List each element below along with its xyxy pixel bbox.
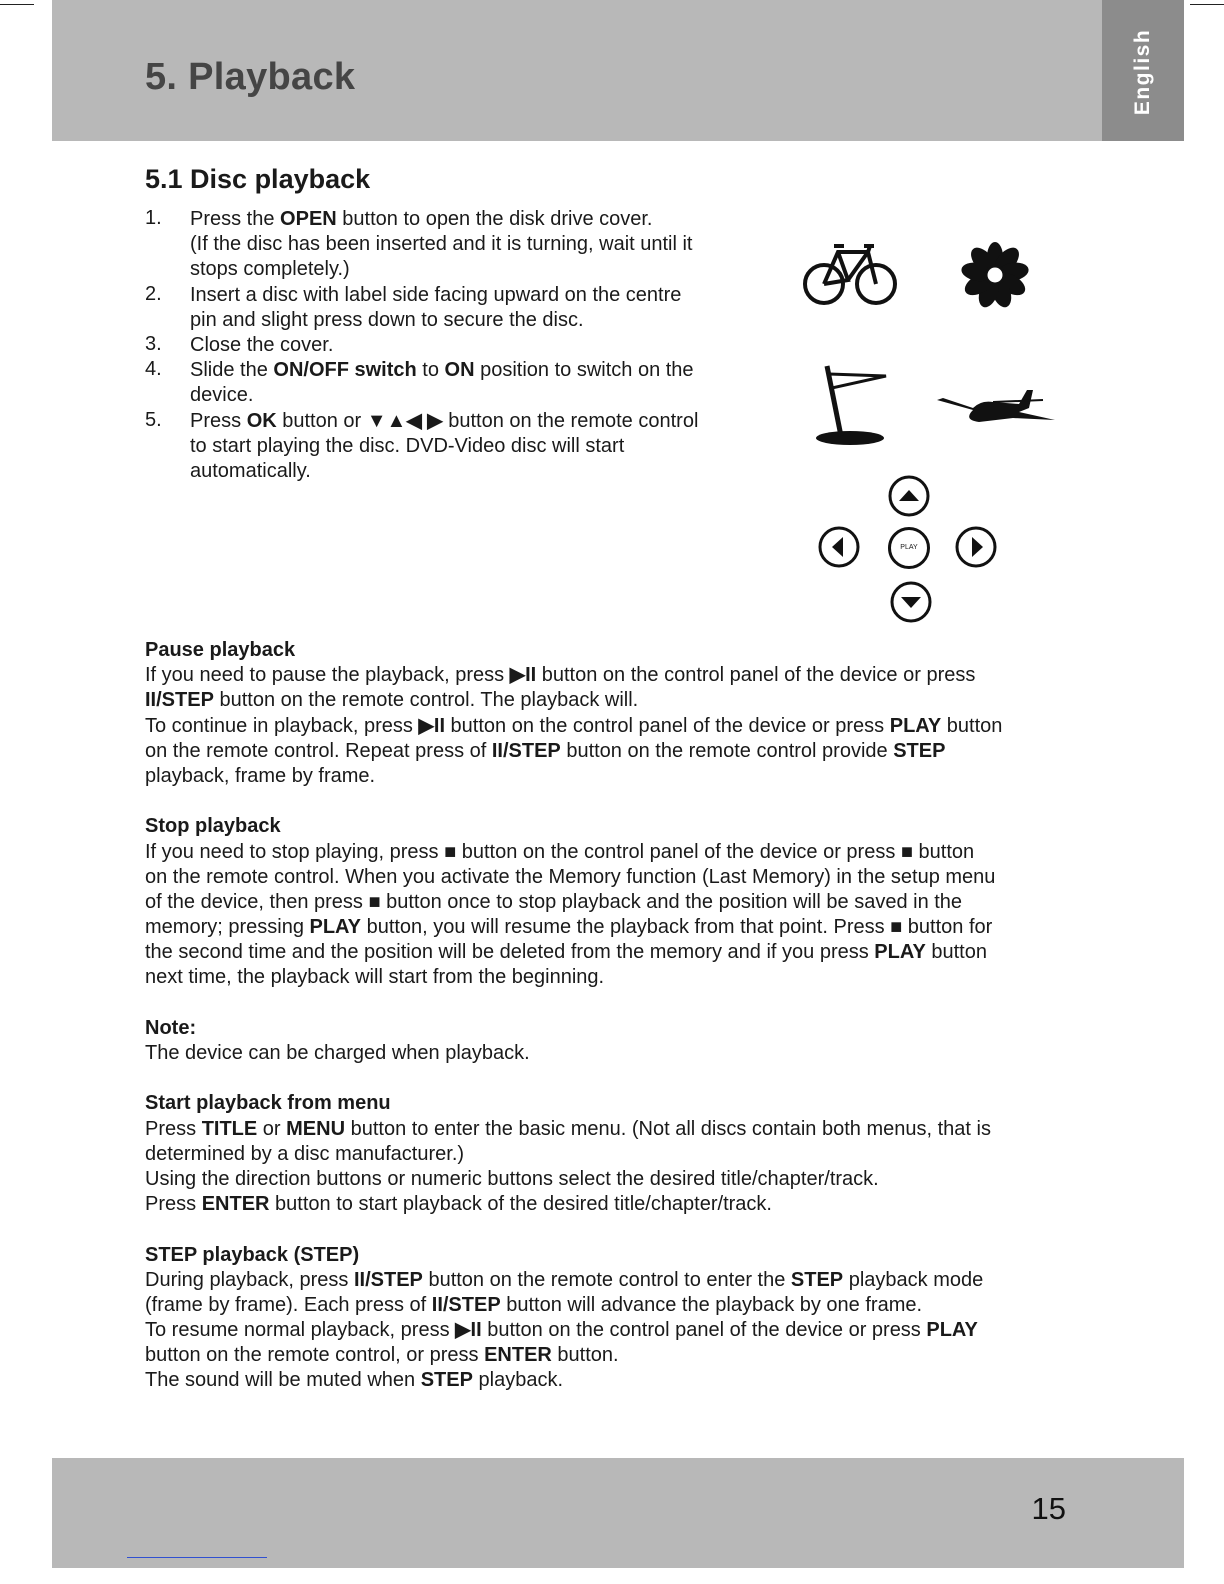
language-label: English (1131, 28, 1154, 116)
text: button on the remote control provide (560, 739, 894, 762)
text-line (190, 333, 333, 358)
text: pin and slight press down to secure the disc. (190, 308, 584, 331)
text: button on the control panel of the device or press (456, 840, 901, 863)
text: to (416, 359, 445, 382)
bold-text: OK (246, 409, 277, 432)
text-line (190, 283, 681, 308)
page-header (52, 0, 1102, 141)
list-text (190, 283, 681, 333)
text-line (145, 1293, 1085, 1318)
text: button or (276, 409, 367, 432)
bold-text: II/STEP (353, 1268, 423, 1291)
language-tab (1102, 0, 1184, 141)
text: playback, frame by frame. (145, 764, 376, 787)
section-heading: Note: (145, 1016, 197, 1039)
page-title: 5. Playback (145, 56, 356, 98)
text: stops completely.) (190, 258, 350, 281)
text: next time, the playback will start from the beginning. (145, 966, 605, 989)
crop-mark (0, 4, 34, 5)
text: button, you will resume the playback from that point. Press (361, 916, 891, 939)
list-text (190, 358, 694, 408)
text: button once to stop playback and the position will be saved in the (380, 890, 963, 913)
text-line (145, 1167, 1085, 1192)
list-text (190, 333, 333, 358)
text: Press the (190, 208, 281, 230)
text-line (145, 1318, 1085, 1343)
text: To continue in playback, press (145, 714, 419, 737)
bold-text: OPEN (280, 208, 337, 230)
bold-text: PLAY (926, 1319, 978, 1342)
content-section (145, 638, 1085, 789)
text: the second time and the position will be deleted from the memory and if you press (145, 941, 875, 964)
text-line (145, 688, 1085, 713)
airplane-icon (933, 380, 1059, 428)
list-text (190, 207, 693, 283)
bold-text: ■ (900, 840, 913, 863)
text-line (190, 434, 698, 459)
text-line (145, 714, 1085, 739)
text: button on the remote control, or press (145, 1344, 485, 1367)
bold-text: ■ (368, 890, 381, 913)
bold-text: MENU (286, 1117, 346, 1140)
text: button to open the disk drive cover. (336, 208, 653, 230)
text-line (145, 865, 1085, 890)
text-line (190, 358, 694, 383)
list-item (145, 409, 745, 485)
list-number: 4. (145, 358, 162, 381)
page-number: 15 (1031, 1491, 1066, 1526)
bold-text: PLAY (874, 941, 926, 964)
list-number: 1. (145, 207, 162, 229)
text: button (925, 941, 987, 964)
text-line (145, 1041, 1085, 1066)
text: Insert a disc with label side facing upward on the centre (190, 283, 682, 306)
text-line (145, 739, 1085, 764)
text: button (913, 840, 975, 863)
content-section (145, 991, 1085, 1067)
text: button on the control panel of the device or press (445, 714, 890, 737)
content-section (145, 789, 1085, 991)
text: (frame by frame). Each press of (145, 1293, 432, 1316)
section-heading: STEP playback (STEP) (145, 1243, 360, 1266)
bold-text: II/STEP (431, 1293, 501, 1316)
text: device. (190, 384, 254, 407)
text: The sound will be muted when (145, 1369, 421, 1392)
text-line (145, 663, 1085, 688)
footer-link-underline (127, 1557, 267, 1558)
spacer (145, 991, 1085, 1016)
text: If you need to stop playing, press (145, 840, 445, 863)
bold-text: ENTER (201, 1193, 270, 1216)
list-text (190, 409, 698, 485)
text-line (145, 965, 1085, 990)
bold-text: TITLE (201, 1117, 258, 1140)
bold-text: ■ (444, 840, 457, 863)
text: The device can be charged when playback. (145, 1042, 530, 1064)
text: button on the control panel of the device or press (536, 664, 976, 687)
text: Using the direction buttons or numeric buttons select the desired title/chapter/track. (145, 1167, 879, 1190)
text: button will advance the playback by one frame. (500, 1293, 923, 1316)
bold-text: STEP (790, 1268, 844, 1291)
bold-text: PLAY (889, 714, 942, 737)
text-line (145, 1268, 1085, 1293)
text: Press (145, 1117, 202, 1140)
content-section (145, 1217, 1085, 1393)
text: determined by a disc manufacturer.) (145, 1142, 465, 1165)
bold-text: II/STEP (491, 739, 561, 762)
text-line (190, 232, 693, 257)
text: to start playing the disc. DVD-Video disc will start (190, 434, 625, 457)
text-line (145, 1343, 1085, 1368)
content-section (145, 1066, 1085, 1217)
text-line (190, 257, 693, 282)
bold-text: ▼▲◀ ▶ (366, 409, 443, 432)
text-line (145, 1192, 1085, 1217)
text-line (145, 1117, 1085, 1142)
bold-text: ▶II (455, 1319, 482, 1342)
list-number: 5. (145, 408, 162, 431)
text: button on the remote control to enter the (422, 1268, 791, 1291)
bold-text: STEP (893, 739, 946, 762)
text: Press (145, 1193, 202, 1216)
section-heading: Pause playback (145, 639, 296, 661)
list-item (145, 207, 745, 283)
spacer (145, 789, 1085, 814)
text: memory; pressing (145, 916, 310, 939)
spacer (145, 1066, 1085, 1091)
up-arrow-button-icon (887, 474, 931, 518)
section-heading: Stop playback (145, 815, 281, 838)
bold-text: ON (444, 359, 475, 382)
play-button-label: PLAY (900, 544, 918, 551)
list-number: 2. (145, 282, 162, 305)
text: To resume normal playback, press (145, 1319, 456, 1342)
text-line (145, 1142, 1085, 1167)
right-arrow-button-icon (954, 525, 998, 569)
text: on the remote control. Repeat press of (145, 739, 492, 762)
play-button-icon (888, 527, 930, 569)
page-footer (52, 1458, 1184, 1568)
list-number: 3. (145, 332, 162, 355)
flower-icon (955, 238, 1035, 312)
left-arrow-button-icon (817, 525, 861, 569)
text-line (190, 459, 698, 484)
steps-list (145, 207, 745, 484)
spacer (145, 1217, 1085, 1242)
text-line (190, 308, 681, 333)
text-line (145, 890, 1085, 915)
list-item (145, 333, 745, 358)
text: If you need to pause the playback, press (145, 664, 510, 687)
text: During playback, press (145, 1268, 354, 1291)
text: Press (190, 409, 247, 432)
bold-text: ENTER (484, 1344, 552, 1367)
text: button on the control panel of the device or press (481, 1319, 927, 1342)
bold-text: STEP (420, 1369, 473, 1392)
text: automatically. (190, 459, 311, 482)
text-line (145, 915, 1085, 940)
bold-text: ▶II (509, 664, 537, 687)
text: playback. (472, 1369, 564, 1392)
text: button. (551, 1344, 619, 1367)
bold-text: II/STEP (145, 689, 214, 712)
text-line (145, 940, 1085, 965)
text-line (145, 764, 1085, 789)
text-line (190, 207, 693, 232)
bold-text: ▶II (418, 714, 445, 737)
text-line (145, 840, 1085, 865)
text: button on the remote control (442, 409, 699, 432)
down-arrow-button-icon (889, 580, 933, 624)
text: (If the disc has been inserted and it is turning, wait until it (190, 233, 693, 256)
section-heading: Start playback from menu (145, 1092, 391, 1115)
text: Slide the (190, 359, 274, 382)
golf-flag-icon (808, 360, 890, 450)
bold-text: ■ (890, 916, 903, 939)
text: or (257, 1117, 287, 1140)
bold-text: ON/OFF switch (273, 359, 417, 382)
text-line (190, 383, 694, 408)
list-item (145, 283, 745, 333)
text: button to start playback of the desired title/chapter/track. (269, 1193, 772, 1216)
bicycle-icon (800, 240, 900, 310)
text: on the remote control. When you activate the Memory function (Last Memory) in the setup menu (145, 865, 996, 888)
list-item (145, 358, 745, 408)
text: button (941, 714, 1003, 737)
crop-mark (1190, 4, 1224, 5)
text: button to enter the basic menu. (Not all discs contain both menus, that is (345, 1117, 991, 1140)
text: playback mode (843, 1268, 984, 1291)
text-line (145, 1368, 1085, 1393)
text: button on the remote control. The playback will. (213, 689, 639, 712)
main-content (145, 638, 1085, 1394)
text-line (190, 409, 698, 434)
text: Close the cover. (190, 333, 334, 356)
text: position to switch on the (474, 359, 694, 382)
bold-text: PLAY (309, 916, 362, 939)
text: of the device, then press (145, 890, 369, 913)
section-title: 5.1 Disc playback (145, 164, 371, 194)
text: button for (902, 916, 993, 939)
